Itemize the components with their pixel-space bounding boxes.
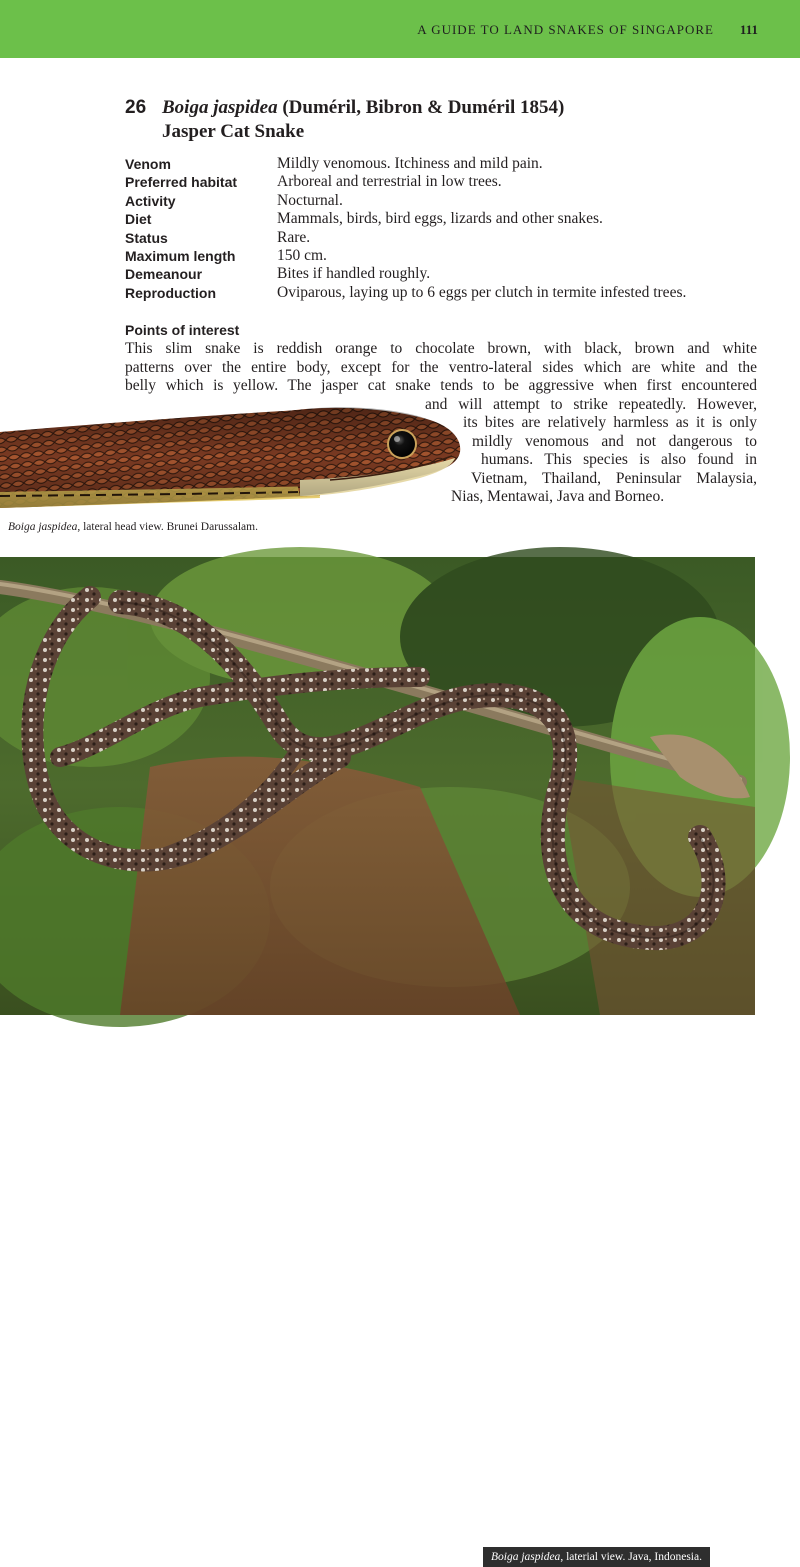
snake-main-photo — [0, 557, 755, 1563]
poi-line: belly which is yellow. The jasper cat snake tends to be aggressive when first encountered — [125, 377, 757, 394]
poi-line: humans. This species is also found in — [481, 451, 757, 468]
page-header — [0, 0, 800, 58]
fact-value: Rare. — [277, 228, 311, 246]
snake-head-photo — [0, 400, 470, 518]
fact-row-max-length — [125, 248, 775, 266]
fact-row-venom — [125, 156, 775, 174]
caption-species: Boiga jaspidea — [8, 521, 78, 533]
main-photo-caption — [483, 1547, 710, 1567]
species-common-name: Jasper Cat Snake — [162, 121, 305, 142]
fact-row-diet — [125, 211, 775, 229]
fact-row-habitat — [125, 174, 775, 192]
poi-line: This slim snake is reddish orange to chocolate brown, with black, brown and white — [125, 340, 757, 357]
caption-text: , laterial view. Java, Indonesia. — [560, 1551, 702, 1563]
fact-label: Venom — [125, 156, 171, 172]
fact-value: Nocturnal. — [277, 191, 343, 209]
caption-text: , lateral head view. Brunei Darussalam. — [77, 521, 258, 533]
poi-line: and will attempt to strike repeatedly. However, — [425, 395, 757, 413]
running-title: A GUIDE TO LAND SNAKES OF SINGAPORE — [417, 22, 714, 37]
poi-line: its bites are relatively harmless as it is only — [463, 414, 757, 431]
page-number: 111 — [739, 22, 758, 37]
fact-label: Activity — [125, 192, 176, 209]
head-photo-caption — [8, 521, 258, 533]
points-of-interest-title: Points of interest — [125, 322, 240, 338]
fact-row-reproduction — [125, 285, 775, 303]
fact-value: 150 cm. — [277, 246, 327, 264]
poi-line: Nias, Mentawai, Java and Borneo. — [451, 488, 665, 505]
poi-line: patterns over the entire body, except for the ventro-lateral sides which are white and the — [125, 358, 757, 376]
fact-value: Mammals, birds, bird eggs, lizards and other snakes. — [277, 210, 603, 228]
species-number: 26 — [125, 97, 147, 118]
fact-label: Preferred habitat — [125, 174, 238, 191]
fact-value: Mildly venomous. Itchiness and mild pain. — [277, 155, 543, 172]
species-latin-name: Boiga jaspidea — [162, 97, 278, 118]
fact-row-status — [125, 230, 775, 248]
poi-line: Vietnam, Thailand, Peninsular Malaysia, — [471, 469, 757, 487]
fact-value: Arboreal and terrestrial in low trees. — [277, 173, 502, 191]
poi-line: mildly venomous and not dangerous to — [472, 432, 757, 450]
fact-label: Diet — [125, 211, 152, 228]
species-scientific-line — [162, 96, 564, 120]
fact-value: Bites if handled roughly. — [277, 265, 431, 283]
fact-label: Status — [125, 229, 168, 246]
fact-label: Demeanour — [125, 266, 203, 283]
facts-table — [125, 156, 775, 303]
fact-row-activity — [125, 193, 775, 211]
fact-row-demeanour — [125, 266, 775, 284]
fact-label: Reproduction — [125, 284, 216, 301]
species-authority: (Duméril, Bibron & Duméril 1854) — [282, 97, 565, 118]
fact-label: Maximum length — [125, 247, 236, 264]
fact-value: Oviparous, laying up to 6 eggs per clutch in termite infested trees. — [277, 283, 687, 301]
caption-species: Boiga jaspidea — [490, 1551, 561, 1563]
